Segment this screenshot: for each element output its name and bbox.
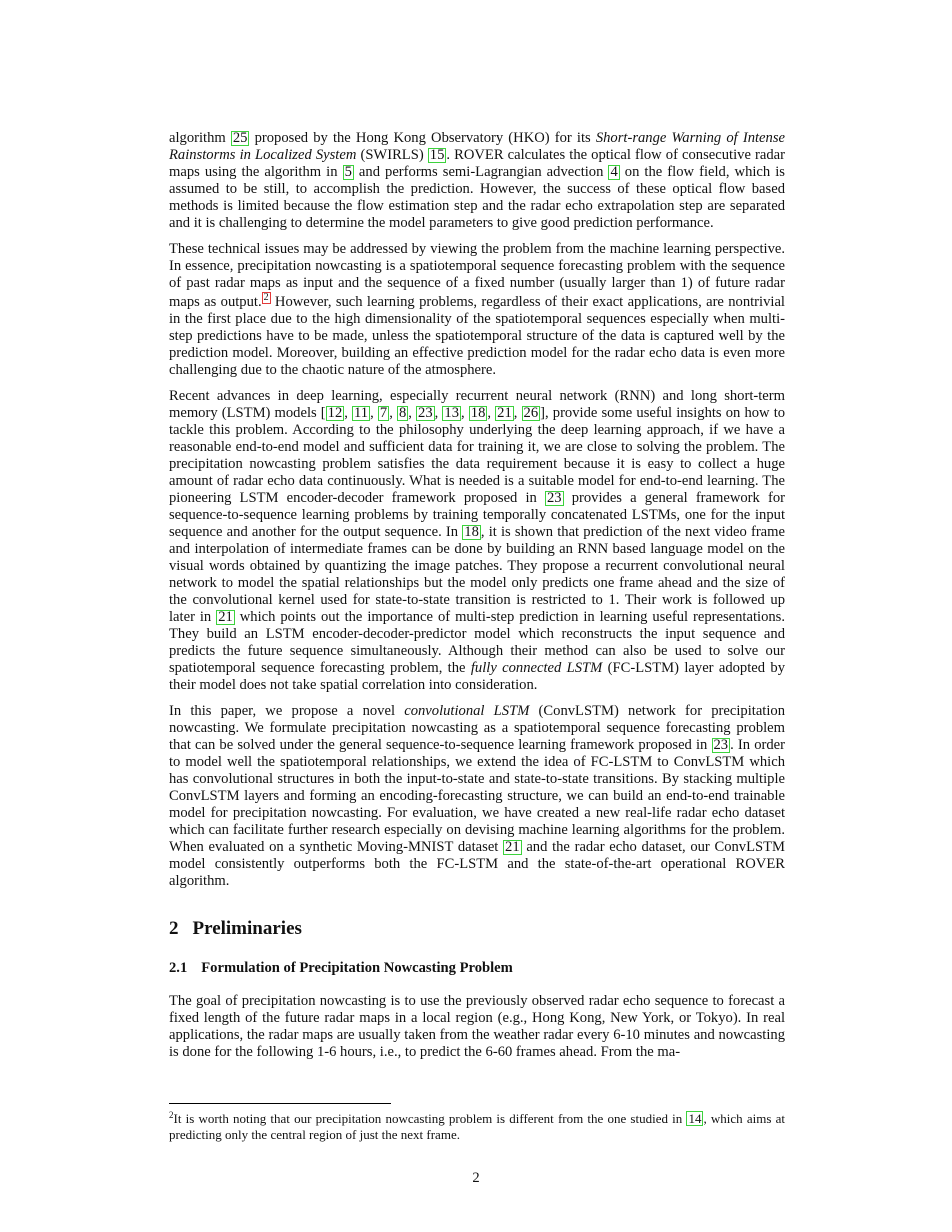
text-run: (FC-LSTM) layer adopted by their model does not take spatial correlation into consideration. [169, 660, 785, 693]
text-run: , [434, 405, 443, 421]
subsection-title: Formulation of Precipitation Nowcasting Problem [201, 960, 513, 976]
section-number: 2 [169, 918, 179, 939]
paragraph-3 [169, 388, 785, 694]
citation-link[interactable]: 14 [688, 1111, 702, 1127]
footnote-reference-link[interactable]: 2 [263, 292, 269, 303]
citation-link[interactable]: 8 [398, 405, 407, 421]
citation-link[interactable]: 13 [444, 405, 460, 421]
section-title: Preliminaries [192, 918, 302, 939]
text-run: , [370, 405, 378, 421]
subsection-heading [169, 960, 785, 977]
citation-link[interactable]: 12 [327, 405, 343, 421]
text-run: , [513, 405, 522, 421]
citation-link[interactable]: 15 [429, 147, 445, 163]
paragraph-4 [169, 703, 785, 890]
citation-link[interactable]: 18 [464, 524, 479, 540]
text-run: , [408, 405, 417, 421]
text-run: , [487, 405, 496, 421]
text-run: ], provide some useful insights on how to tackle this problem. According to the philosophy underlying the deep learning approach, if we have a reasonable end-to-end model and sufficient data for training it, we are close to solving the problem. The precipitation nowcasting problem satisfies the data requirement because it is easy to collect a huge amount of radar echo data continuously. What is needed is a suitable model for end-to-end learning. The pioneering LSTM encoder-decoder framework proposed in [169, 405, 786, 506]
text-run: The goal of precipitation nowcasting is to use the previously observed radar echo sequence to forecast a fixed length of the future radar maps in a local region (e.g., Hong Kong, New York, or Tokyo). In real applications, the radar maps are usually taken from the weather radar every 6-10 minutes and nowcasting is done for the following 1-6 hours, i.e., to predict the 6-60 frames ahead. From the ma- [169, 993, 785, 1060]
subsection-number: 2.1 [169, 960, 188, 976]
text-run: which points out the importance of multi-step prediction in learning useful representations. They build an LSTM encoder-decoder-predictor model which reconstructs the input sequence and predicts the future sequence simultaneously. Although their method can also be used to solve our spatiotemporal sequence forecasting problem, the [169, 609, 785, 676]
citation-link[interactable]: 5 [344, 164, 352, 180]
text-run: , which aims at predicting only the central region of just the next frame. [169, 1111, 785, 1143]
citation-link[interactable]: 26 [523, 405, 539, 421]
text-run: , [461, 405, 469, 421]
paragraph-2 [169, 241, 785, 379]
footnote-divider [169, 1103, 391, 1104]
text-run: algorithm [169, 130, 231, 146]
footnote-text [169, 1111, 785, 1142]
citation-link[interactable]: 18 [470, 405, 486, 421]
citation-link[interactable]: 23 [418, 405, 433, 421]
citation-link[interactable]: 23 [546, 490, 562, 506]
text-run: (SWIRLS) [356, 147, 428, 163]
citation-link[interactable]: 21 [218, 609, 233, 625]
text-run: In this paper, we propose a novel [169, 703, 405, 719]
citation-link[interactable]: 4 [610, 164, 618, 180]
text-run: on the flow field, which is assumed to be still, to accomplish the prediction. However, the success of these optical flow based methods is limited because the flow estimation step and the radar echo extrapolation step are separated and it is challenging to determine the model parameters to give good prediction performance. [169, 164, 785, 231]
paragraph-1 [169, 130, 785, 232]
footnote [169, 1107, 785, 1143]
footnote-mark: 2 [169, 1110, 174, 1120]
text-run: Recent advances in deep learning, especially recurrent neural network (RNN) and long short-term memory (LSTM) models [ [169, 388, 785, 421]
text-run: However, such learning problems, regardless of their exact applications, are nontrivial in the first place due to the high dimensionality of the spatiotemporal sequences especially when multi-step predictions have to be made, unless the spatiotemporal structure of the data is captured well by the prediction model. Moreover, building an effective prediction model for the radar echo data is even more challenging due to the chaotic nature of the atmosphere. [169, 294, 785, 378]
text-run: provides a general framework for sequence-to-sequence learning problems by training temporally concatenated LSTMs, one for the input sequence and another for the output sequence. In [169, 490, 785, 540]
text-run: and performs semi-Lagrangian advection [353, 164, 609, 180]
italic-term: Short-range Warning of Intense Rainstorms in Localized System [169, 130, 785, 163]
section-heading [169, 918, 785, 940]
citation-link[interactable]: 21 [505, 839, 520, 855]
text-run: It is worth noting that our precipitation nowcasting problem is different from the one studied in [173, 1111, 687, 1127]
text-run: and the radar echo dataset, our ConvLSTM model consistently outperforms both the FC-LSTM and the state-of-the-art operational ROVER algorithm. [169, 839, 786, 889]
page-body [169, 130, 785, 1070]
citation-link[interactable]: 21 [497, 405, 512, 421]
subsection-paragraph [169, 993, 785, 1061]
page-number: 2 [472, 1170, 480, 1186]
italic-term: convolutional LSTM [404, 703, 530, 719]
citation-link[interactable]: 23 [713, 737, 729, 753]
citation-link[interactable]: 11 [354, 405, 369, 421]
text-run: , [389, 405, 397, 421]
text-run: , it is shown that prediction of the next video frame and interpolation of intermediate frames can be done by building an RNN based language model on the visual words obtained by quantizing the image patches. They propose a recurrent convolutional neural network to model the spatial relationships but the model only predicts one frame ahead and the size of the convolutional kernel used for state-to-state transition is restricted to 1. Their work is followed up later in [169, 524, 785, 625]
italic-term: fully connected LSTM [470, 660, 603, 676]
text-run: , [344, 405, 353, 421]
citation-link[interactable]: 25 [232, 130, 248, 146]
text-run: . ROVER calculates the optical flow of consecutive radar maps using the algorithm in [169, 147, 785, 180]
text-run: (ConvLSTM) network for precipitation nowcasting. We formulate precipitation nowcasting as a spatiotemporal sequence forecasting problem that can be solved under the general sequence-to-sequence learning framework proposed in [169, 703, 786, 753]
text-run: proposed by the Hong Kong Observatory (HKO) for its [249, 130, 596, 146]
citation-link[interactable]: 7 [379, 405, 388, 421]
text-run: These technical issues may be addressed by viewing the problem from the machine learning perspective. In essence, precipitation nowcasting is a spatiotemporal sequence forecasting problem with the sequence of past radar maps as input and the sequence of a fixed number (usually larger than 1) of future radar maps as output. [169, 241, 785, 310]
text-run: . In order to model well the spatiotemporal relationships, we extend the idea of FC-LSTM to ConvLSTM which has convolutional structures in both the input-to-state and state-to-state transitions. By stacking multiple ConvLSTM layers and forming an encoding-forecasting structure, we can build an end-to-end trainable model for precipitation nowcasting. For evaluation, we have created a new real-life radar echo dataset which can facilitate further research especially on devising machine learning algorithms for the problem. When evaluated on a synthetic Moving-MNIST dataset [169, 737, 785, 855]
